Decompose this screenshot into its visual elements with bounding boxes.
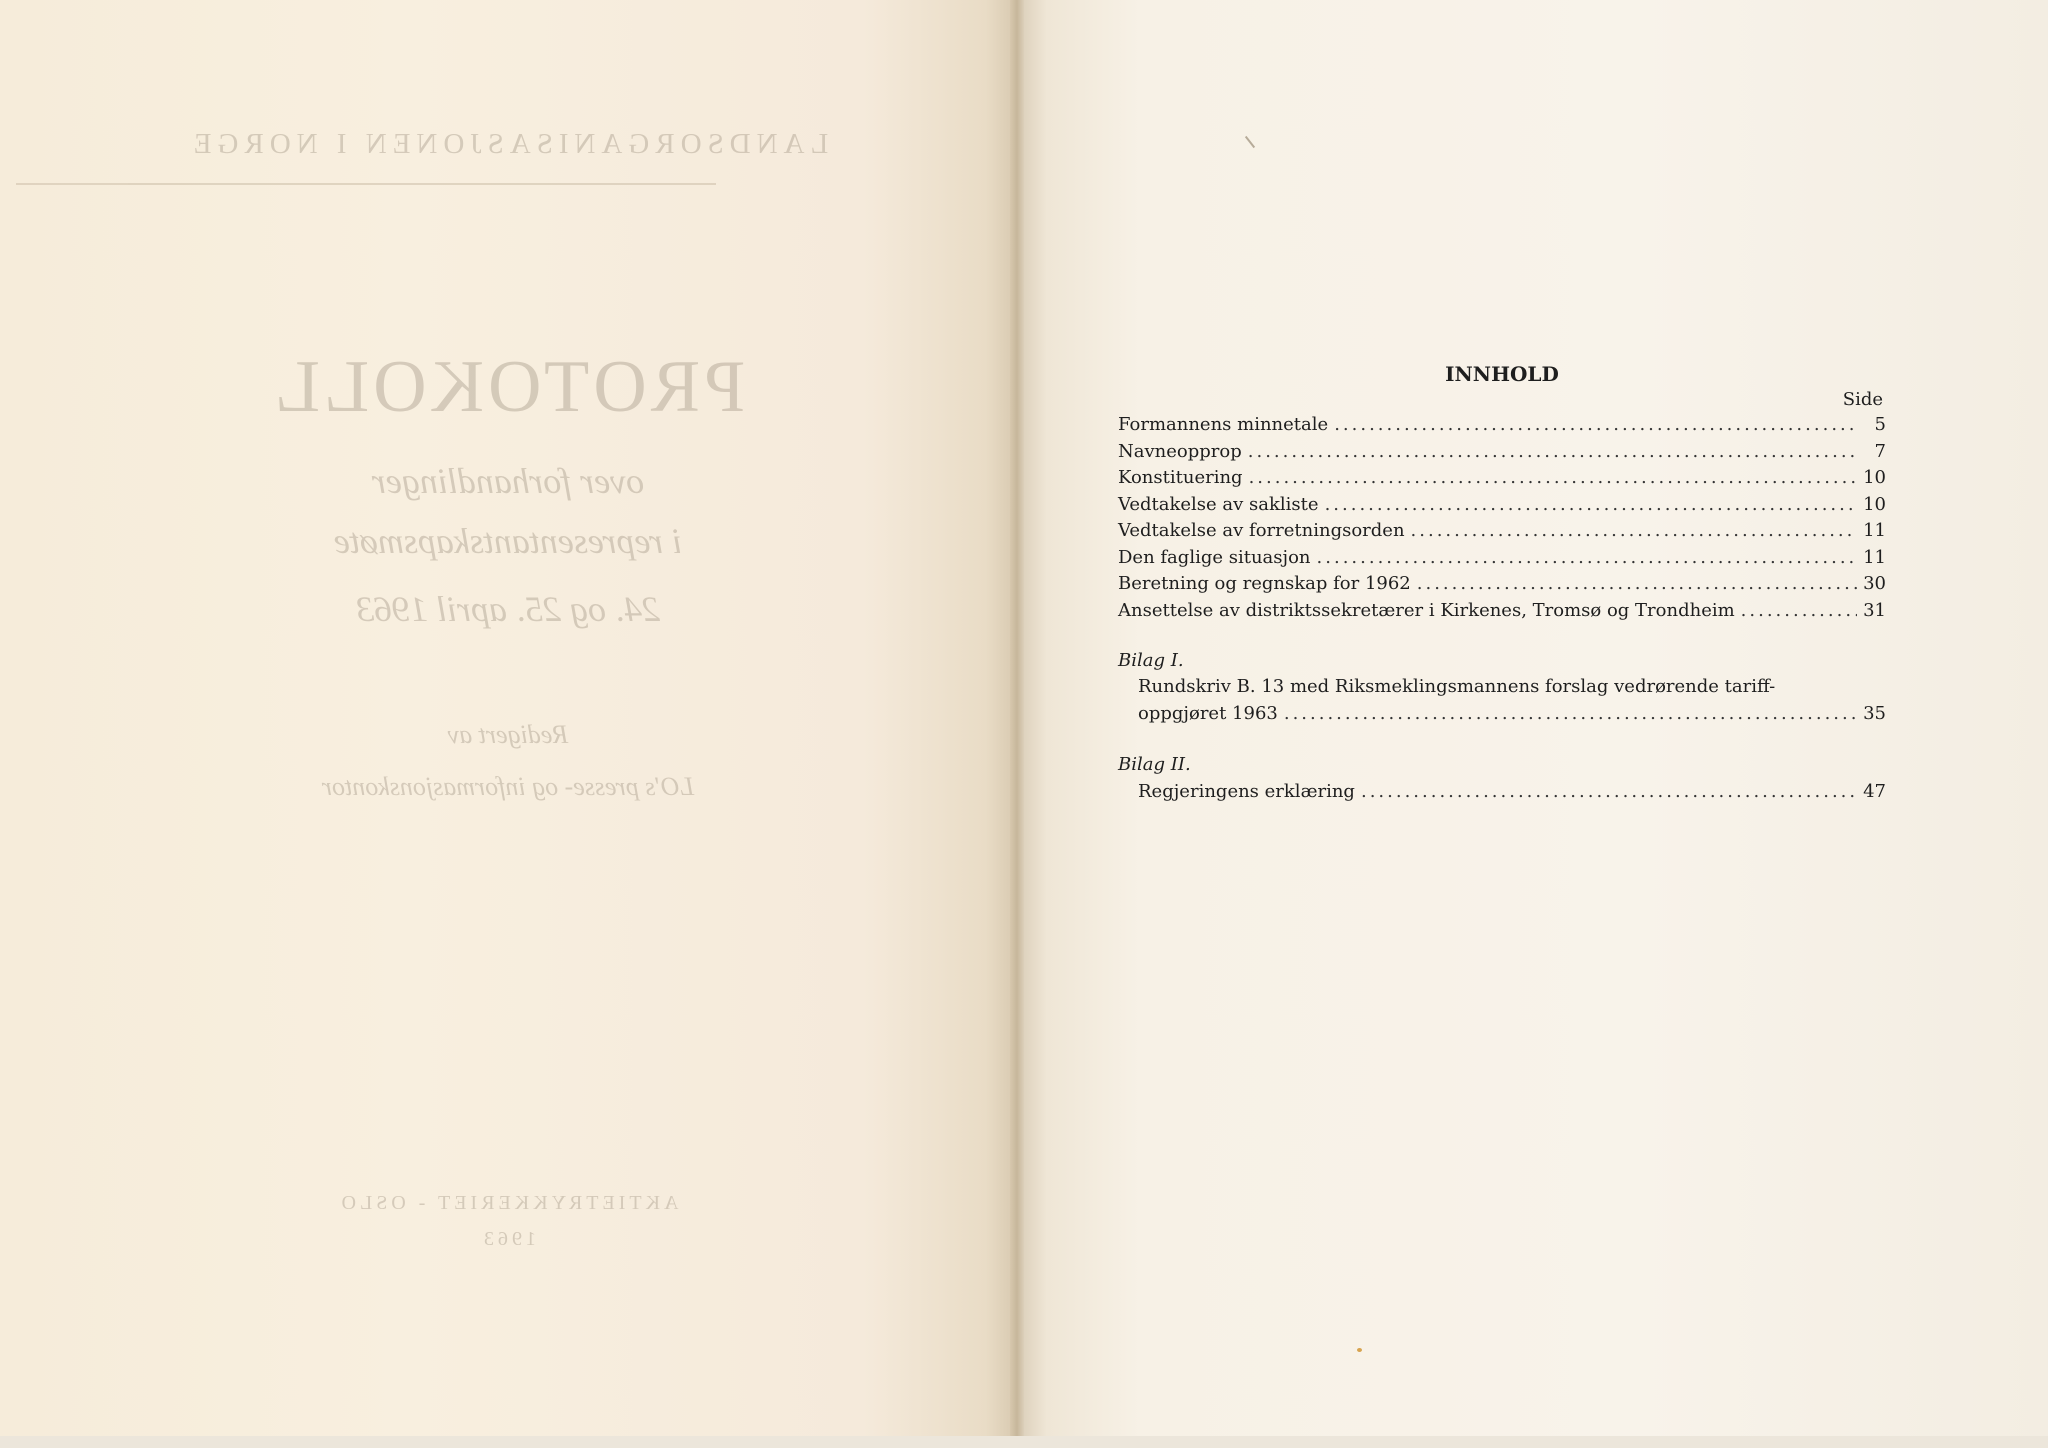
leader-dots <box>1317 547 1858 568</box>
leader-dots <box>1411 520 1858 541</box>
toc-heading: INNHOLD <box>1445 362 1559 386</box>
toc-entry-page: 5 <box>1874 414 1886 435</box>
page-column-label: Side <box>1842 389 1883 410</box>
toc-entry-label: Beretning og regnskap for 1962 <box>1118 573 1411 594</box>
bleed-through-title-page <box>0 0 1016 1448</box>
left-page <box>0 0 1016 1448</box>
leader-dots <box>1284 703 1857 724</box>
mirrored-subtitle-1: over forhandlinger <box>371 461 645 501</box>
toc-entry-label: oppgjøret 1963 <box>1138 703 1278 724</box>
bleed-through-text <box>1108 720 1898 1320</box>
toc-entry <box>1118 600 1886 626</box>
toc-entry-label: Den faglige situasjon <box>1118 547 1311 568</box>
mirrored-organization: LANDSORGANISASJONEN I NORGE <box>187 128 829 160</box>
toc-entry-page: 47 <box>1863 781 1886 802</box>
mirrored-office: LO's presse- og informasjonskontor <box>321 772 695 801</box>
mirrored-printer: AKTIETRYKKERIET - OSLO <box>337 1192 679 1214</box>
leader-dots <box>1361 781 1857 802</box>
toc-entry <box>1138 703 1886 729</box>
mirrored-year: 1963 <box>480 1228 536 1250</box>
toc-entry-label: Formannens minnetale <box>1118 414 1329 435</box>
mirrored-rule <box>16 183 716 185</box>
toc-entry-page: 31 <box>1863 600 1886 621</box>
leader-dots <box>1248 441 1858 462</box>
toc-entry <box>1118 441 1886 467</box>
mirrored-subtitle-3: 24. og 25. april 1963 <box>356 589 661 629</box>
leader-dots <box>1741 600 1857 621</box>
leader-dots <box>1334 414 1858 435</box>
toc-entry-page: 35 <box>1863 703 1886 724</box>
leader-dots <box>1249 467 1858 488</box>
leader-dots <box>1417 573 1857 594</box>
toc-entry-label: Vedtakelse av sakliste <box>1118 494 1319 515</box>
toc-entry-label: Ansettelse av distriktssekretærer i Kirkenes, Tromsø og Trondheim <box>1118 600 1735 621</box>
toc-entry <box>1118 520 1886 546</box>
toc-entry-label: Konstituering <box>1118 467 1243 488</box>
mirrored-subtitle-2: i representantskapsmøte <box>333 521 683 561</box>
paper-spot <box>1357 1348 1362 1352</box>
toc-entry <box>1118 467 1886 493</box>
toc-entry-page: 10 <box>1863 494 1886 515</box>
bilag-1-heading: Bilag I. <box>1118 650 1184 671</box>
toc-entry <box>1118 573 1886 599</box>
toc-entry <box>1118 547 1886 573</box>
toc-entry-page: 7 <box>1874 441 1886 462</box>
toc-entry <box>1138 781 1886 807</box>
mirrored-edited-by: Redigert av <box>447 720 569 749</box>
bilag-1-title-line1: Rundskriv B. 13 med Riksmeklingsmannens forslag vedrørende tariff- <box>1138 676 1776 697</box>
toc-entry-page: 11 <box>1863 547 1886 568</box>
toc-entry-label: Navneopprop <box>1118 441 1242 462</box>
mirrored-title: PROTOKOLL <box>270 346 746 428</box>
toc-entry-page: 11 <box>1863 520 1886 541</box>
toc-entry-page: 30 <box>1863 573 1886 594</box>
book-gutter <box>1010 0 1024 1448</box>
leader-dots <box>1325 494 1858 515</box>
toc-entry-label: Vedtakelse av forretningsorden <box>1118 520 1405 541</box>
toc-entry <box>1118 494 1886 520</box>
toc-entry <box>1118 414 1886 440</box>
toc-entry-page: 10 <box>1863 467 1886 488</box>
scan-bottom-edge <box>0 1436 2048 1448</box>
bilag-2-heading: Bilag II. <box>1118 754 1191 775</box>
toc-entry-label: Regjeringens erklæring <box>1138 781 1355 802</box>
